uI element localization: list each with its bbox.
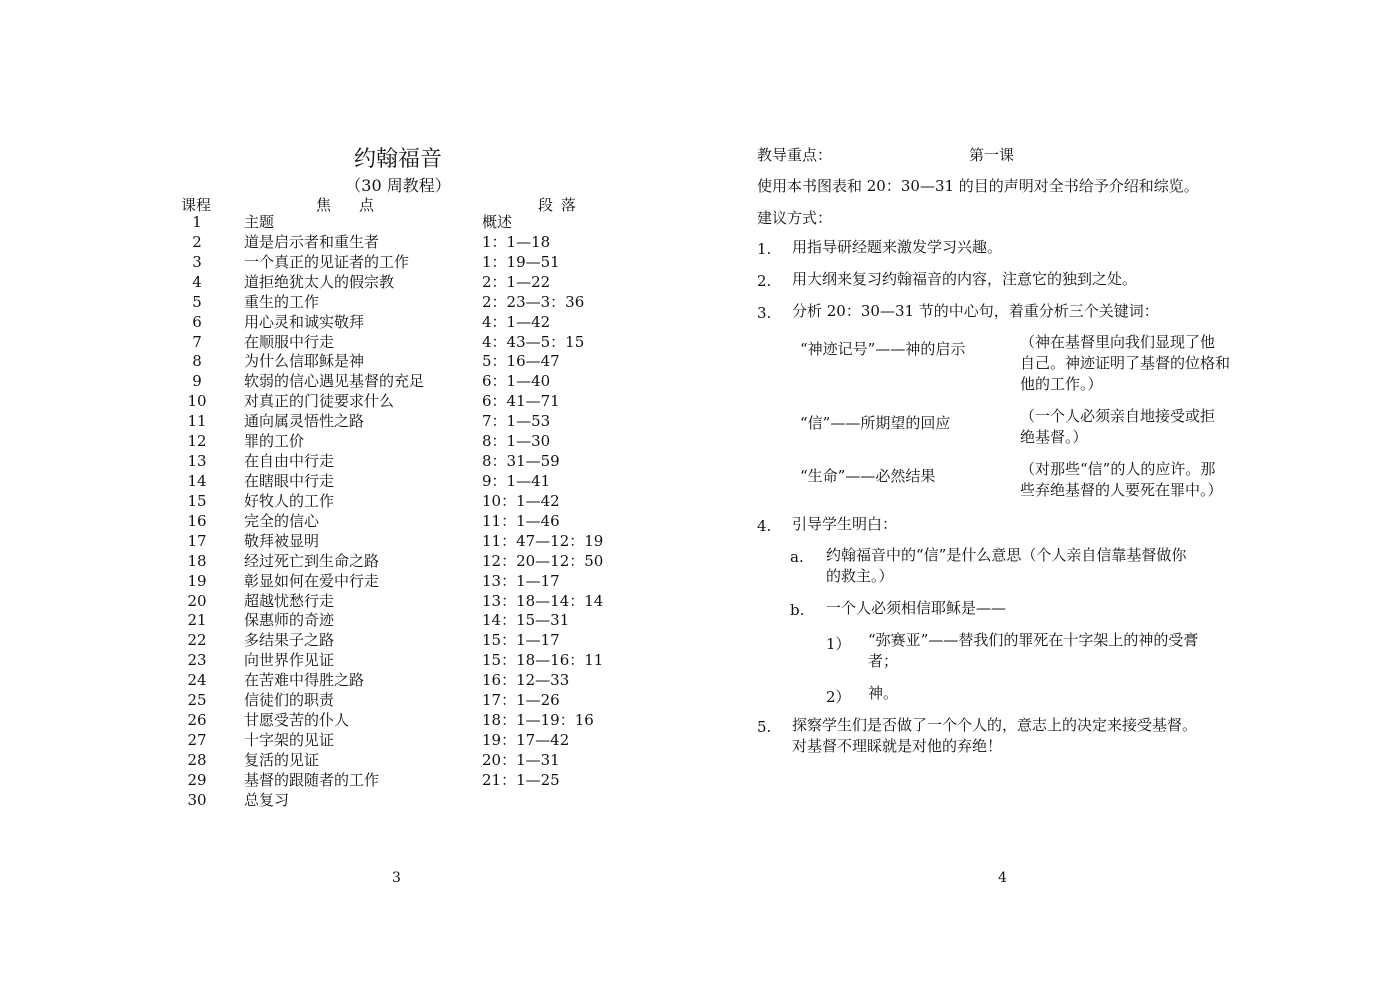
lesson-title: 第一课 <box>969 146 1015 164</box>
lesson-row <box>180 651 640 671</box>
lesson-number: 9 <box>192 372 202 391</box>
lesson-focus: 道是启示者和重生者 <box>244 232 380 251</box>
lesson-number: 3 <box>192 252 202 271</box>
lesson-row <box>180 711 640 731</box>
lesson-paragraph: 10：1—42 <box>482 491 560 510</box>
lesson-row <box>180 273 640 293</box>
lesson-paragraph: 6：41—71 <box>482 392 560 411</box>
lesson-number: 11 <box>187 412 207 431</box>
subitem-label: a. <box>790 548 804 566</box>
item-number: 4. <box>757 517 772 535</box>
method-heading: 建议方式： <box>757 209 833 227</box>
lesson-focus: 总复习 <box>244 790 290 809</box>
item-text-line: 对基督不理睬就是对他的弃绝！ <box>792 737 1003 755</box>
lesson-focus: 在瞎眼中行走 <box>244 471 335 490</box>
lesson-row <box>180 751 640 771</box>
lesson-focus: 经过死亡到生命之路 <box>244 551 380 570</box>
lesson-focus: 对真正的门徒要求什么 <box>244 392 395 411</box>
lesson-focus: 通向属灵悟性之路 <box>244 412 365 431</box>
lesson-paragraph: 20：1—31 <box>482 750 560 769</box>
lesson-number: 22 <box>187 631 207 650</box>
lesson-paragraph: 14：15—31 <box>482 611 570 630</box>
lesson-number: 7 <box>192 332 202 351</box>
keyword-description-line: 绝基督。） <box>1020 428 1088 446</box>
subsubitem-label: 1） <box>826 635 851 653</box>
lesson-paragraph: 18：1—19：16 <box>482 711 594 730</box>
lesson-focus: 复活的见证 <box>244 750 320 769</box>
keyword-description-line: （一个人必须亲自地接受或拒 <box>1020 407 1216 425</box>
lesson-row <box>180 592 640 612</box>
lesson-focus: 道拒绝犹太人的假宗教 <box>244 272 395 291</box>
lesson-row <box>180 352 640 372</box>
lesson-focus: 甘愿受苦的仆人 <box>244 711 350 730</box>
subsubitem-text-line: 者； <box>868 652 899 670</box>
lesson-number: 18 <box>187 551 207 570</box>
lesson-row <box>180 372 640 392</box>
intro-text: 使用本书图表和 20：30—31 的目的声明对全书给予介绍和综览。 <box>757 177 1199 195</box>
lesson-number: 8 <box>192 352 202 371</box>
lesson-row <box>180 552 640 572</box>
header-course: 课程 <box>181 196 212 214</box>
lesson-number: 14 <box>187 471 207 490</box>
subsubitem-text <box>868 683 898 704</box>
keyword-term: “生命”——必然结果 <box>800 467 936 485</box>
page-subtitle: （30 周教程） <box>345 176 451 195</box>
subsubitem-text-line: 神。 <box>868 684 899 702</box>
lesson-number: 12 <box>187 432 207 451</box>
keyword-term: “信”——所期望的回应 <box>800 414 951 432</box>
lesson-focus: 用心灵和诚实敬拜 <box>244 312 365 331</box>
lesson-paragraph: 13：18—14：14 <box>482 591 604 610</box>
lesson-focus: 十字架的见证 <box>244 730 335 749</box>
lesson-focus: 罪的工价 <box>244 432 305 451</box>
lesson-paragraph: 5：16—47 <box>482 352 560 371</box>
lesson-paragraph: 8：1—30 <box>482 432 551 451</box>
lesson-row <box>180 432 640 452</box>
lesson-row <box>180 293 640 313</box>
item-text <box>792 715 1197 757</box>
teaching-focus-label: 教导重点： <box>757 146 833 164</box>
lesson-number: 4 <box>192 272 202 291</box>
lesson-row <box>180 611 640 631</box>
lesson-number: 6 <box>192 312 202 331</box>
lesson-paragraph: 15：1—17 <box>482 631 560 650</box>
lesson-focus: 信徒们的职责 <box>244 691 335 710</box>
lesson-focus: 超越忧愁行走 <box>244 591 335 610</box>
lesson-row <box>180 532 640 552</box>
lesson-paragraph: 4：43—5：15 <box>482 332 585 351</box>
lesson-row <box>180 452 640 472</box>
item-text-line: 探察学生们是否做了一个个人的，意志上的决定来接受基督。 <box>792 716 1198 734</box>
lesson-paragraph: 11：47—12：19 <box>482 531 604 550</box>
header-focus: 焦点 <box>316 196 403 214</box>
keyword-description-line: 他的工作。） <box>1020 375 1103 393</box>
lesson-paragraph: 21：1—25 <box>482 770 560 789</box>
subsubitem-text <box>868 630 1198 672</box>
item-number: 2. <box>757 272 772 290</box>
lesson-paragraph: 12：20—12：50 <box>482 551 604 570</box>
lesson-number: 17 <box>187 531 207 550</box>
lesson-number: 30 <box>187 790 207 809</box>
lesson-number: 5 <box>192 292 202 311</box>
lesson-row <box>180 472 640 492</box>
lesson-paragraph: 9：1—41 <box>482 471 551 490</box>
item-text: 引导学生明白： <box>792 515 898 533</box>
lesson-row <box>180 691 640 711</box>
keyword-description-line: 些弃绝基督的人要死在罪中。） <box>1020 481 1223 499</box>
keyword-description <box>1020 459 1252 501</box>
lesson-row <box>180 313 640 333</box>
item-text: 用大纲来复习约翰福音的内容，注意它的独到之处。 <box>792 270 1138 288</box>
lesson-number: 21 <box>187 611 207 630</box>
lesson-row <box>180 512 640 532</box>
lesson-focus: 向世界作见证 <box>244 651 335 670</box>
lesson-focus: 基督的跟随者的工作 <box>244 770 380 789</box>
lesson-focus: 彰显如何在爱中行走 <box>244 571 380 590</box>
lesson-row <box>180 492 640 512</box>
lesson-paragraph: 1：1—18 <box>482 232 551 251</box>
lesson-row <box>180 731 640 751</box>
item-number: 1. <box>757 240 772 258</box>
lesson-paragraph: 15：18—16：11 <box>482 651 604 670</box>
lesson-paragraph: 8：31—59 <box>482 452 560 471</box>
lesson-paragraph: 概述 <box>482 213 513 231</box>
lesson-number: 29 <box>187 770 207 789</box>
lesson-focus: 在苦难中得胜之路 <box>244 671 365 690</box>
subsubitem-text-line: “弥赛亚”——替我们的罪死在十字架上的神的受膏 <box>868 631 1199 649</box>
lesson-number: 2 <box>192 232 202 251</box>
lesson-paragraph: 17：1—26 <box>482 691 560 710</box>
item-text: 用指导研经题来激发学习兴趣。 <box>792 238 1003 256</box>
keyword-description <box>1020 332 1252 395</box>
lesson-focus: 完全的信心 <box>244 511 320 530</box>
lesson-paragraph: 4：1—42 <box>482 312 551 331</box>
lesson-row <box>180 412 640 432</box>
lesson-number: 1 <box>192 213 202 231</box>
lesson-focus: 在顺服中行走 <box>244 332 335 351</box>
lesson-paragraph: 19：17—42 <box>482 730 570 749</box>
subitem-text-line: 约翰福音中的“信”是什么意思（个人亲自信靠基督做你 <box>826 546 1187 564</box>
lesson-row <box>180 791 640 811</box>
item-number: 5. <box>757 718 772 736</box>
lesson-row <box>180 671 640 691</box>
lesson-paragraph: 2：23—3：36 <box>482 292 585 311</box>
lesson-focus: 重生的工作 <box>244 292 320 311</box>
subitem-text-line: 一个人必须相信耶稣是—— <box>826 599 1007 617</box>
lesson-focus: 敬拜被显明 <box>244 531 320 550</box>
page-number-left: 3 <box>392 870 401 886</box>
lesson-paragraph: 16：12—33 <box>482 671 570 690</box>
lesson-row <box>180 253 640 273</box>
lesson-focus: 多结果子之路 <box>244 631 335 650</box>
subitem-text <box>826 545 1186 587</box>
page-title: 约翰福音 <box>353 147 442 172</box>
keyword-description-line: （对那些“信”的人的应许。那 <box>1020 460 1216 478</box>
lesson-paragraph: 13：1—17 <box>482 571 560 590</box>
subsubitem-label: 2） <box>826 688 851 706</box>
keyword-description-line: 自己。神迹证明了基督的位格和 <box>1020 354 1231 372</box>
lesson-paragraph: 6：1—40 <box>482 372 551 391</box>
lesson-number: 20 <box>187 591 207 610</box>
lesson-focus: 为什么信耶稣是神 <box>244 352 365 371</box>
header-paragraph: 段落 <box>538 196 585 214</box>
page-number-right: 4 <box>998 870 1007 886</box>
keyword-description-line: （神在基督里向我们显现了他 <box>1020 333 1216 351</box>
lesson-number: 24 <box>187 671 207 690</box>
lesson-paragraph: 2：1—22 <box>482 272 551 291</box>
lesson-row <box>180 572 640 592</box>
lesson-paragraph: 1：19—51 <box>482 252 560 271</box>
subitem-text-line: 的救主。） <box>826 567 894 585</box>
lesson-row <box>180 771 640 791</box>
lesson-number: 27 <box>187 730 207 749</box>
lesson-row <box>180 392 640 412</box>
subitem-text <box>826 598 1006 619</box>
keyword-term: “神迹记号”——神的启示 <box>800 340 966 358</box>
keyword-description <box>1020 406 1252 448</box>
lesson-number: 15 <box>187 491 207 510</box>
lesson-number: 19 <box>187 571 207 590</box>
lesson-number: 13 <box>187 452 207 471</box>
lesson-number: 10 <box>187 392 207 411</box>
lesson-row <box>180 333 640 353</box>
lesson-number: 23 <box>187 651 207 670</box>
lesson-row <box>180 213 640 233</box>
lesson-paragraph: 7：1—53 <box>482 412 551 431</box>
lesson-paragraph: 11：1—46 <box>482 511 560 530</box>
lesson-focus: 保惠师的奇迹 <box>244 611 335 630</box>
lesson-number: 28 <box>187 750 207 769</box>
lesson-focus: 一个真正的见证者的工作 <box>244 252 410 271</box>
lesson-focus: 在自由中行走 <box>244 452 335 471</box>
lesson-number: 16 <box>187 511 207 530</box>
lesson-row <box>180 631 640 651</box>
item-text: 分析 20：30—31 节的中心句，着重分析三个关键词： <box>792 302 1159 320</box>
lesson-row <box>180 233 640 253</box>
item-number: 3. <box>757 304 772 322</box>
lesson-focus: 好牧人的工作 <box>244 491 335 510</box>
lesson-table <box>180 213 640 811</box>
lesson-focus: 主题 <box>244 213 275 231</box>
subitem-label: b. <box>790 601 805 619</box>
lesson-number: 26 <box>187 711 207 730</box>
lesson-number: 25 <box>187 691 207 710</box>
lesson-focus: 软弱的信心遇见基督的充足 <box>244 372 425 391</box>
